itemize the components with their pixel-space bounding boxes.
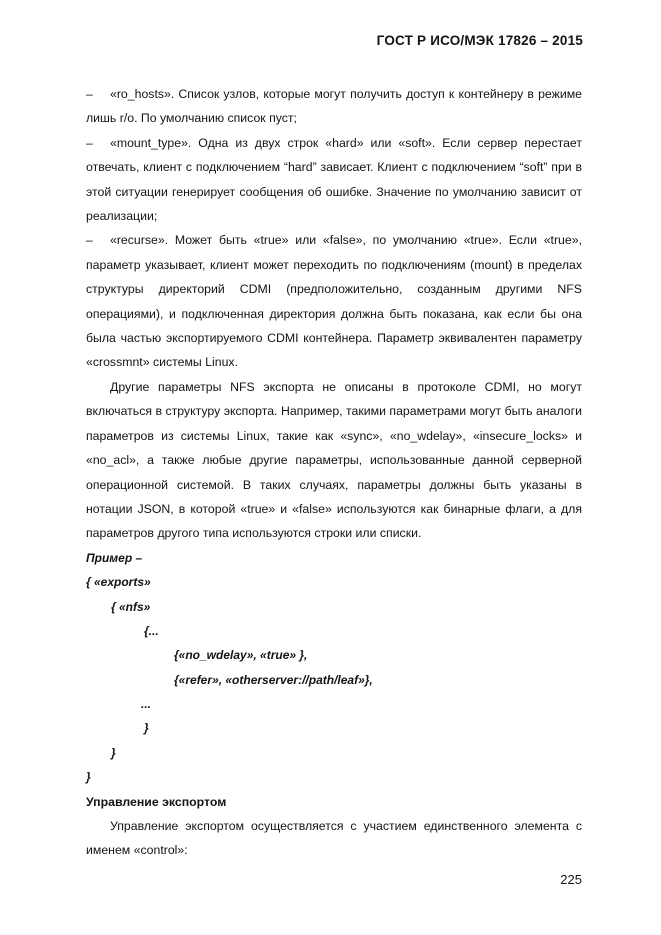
code-line: }: [144, 721, 149, 736]
code-line: { «exports»: [86, 575, 151, 590]
closing-text: Управление экспортом осуществляется с участием единственного элемента с именем «control»:: [86, 819, 582, 858]
list-item-text: «recurse». Может быть «true» или «false», по умолчанию «true». Если «true», параметр указывает, клиент может переходить по подключениям (mount) в пределах структуры директорий CDMI (предположительно, созданным другими NFS операциями), и подключенная директория должна быть показана, как если бы она была частью экспортируемого CDMI контейнера. Параметр эквивалентен параметру «crossmnt» системы Linux.: [86, 233, 582, 370]
body-paragraph: [86, 814, 582, 863]
list-item: [86, 228, 582, 374]
code-line: }: [86, 770, 91, 785]
example-label: Пример –: [86, 550, 143, 565]
code-line: }: [111, 745, 116, 760]
page-number: 225: [560, 872, 582, 887]
body-paragraph: [86, 375, 582, 546]
list-item: [86, 82, 582, 131]
section-heading: Управление экспортом: [86, 794, 227, 809]
document-body: [86, 82, 582, 863]
code-line: { «nfs»: [111, 599, 151, 614]
list-dash: –: [86, 87, 93, 101]
list-item-text: «ro_hosts». Список узлов, которые могут получить доступ к контейнеру в режиме лишь r/o. По умолчанию список пуст;: [86, 87, 582, 126]
code-line: {...: [144, 623, 159, 638]
list-item: [86, 131, 582, 229]
code-line: {«refer», «otherserver://path/leaf»},: [174, 672, 373, 687]
code-line: ...: [141, 697, 152, 712]
code-line: {«no_wdelay», «true» },: [174, 648, 308, 663]
list-dash: –: [86, 135, 93, 150]
list-item-text: «mount_type». Одна из двух строк «hard» или «soft». Если сервер перестает отвечать, клиент с подключением “hard” зависает. Клиент с подключением “soft” при в этой ситуации генерирует сообщения об ошибке. Значение по умолчанию зависит от реализации;: [86, 135, 582, 224]
paragraph-text: Другие параметры NFS экспорта не описаны в протоколе CDMI, но могут включаться в структуру экспорта. Например, такими параметрами могут быть аналоги параметров из системы Linux, такие как «sync», «no_wdelay», «insecure_locks» и «no_acl», а также любые другие параметры, использованные данной серверной операционной системой. В таких случаях, параметры должны быть указаны в нотации JSON, в которой «true» и «false» используются как бинарные флаги, а для параметров другого типа используются строки или списки.: [86, 379, 582, 541]
list-dash: –: [86, 233, 93, 248]
document-header: ГОСТ Р ИСО/МЭК 17826 – 2015: [376, 33, 583, 48]
